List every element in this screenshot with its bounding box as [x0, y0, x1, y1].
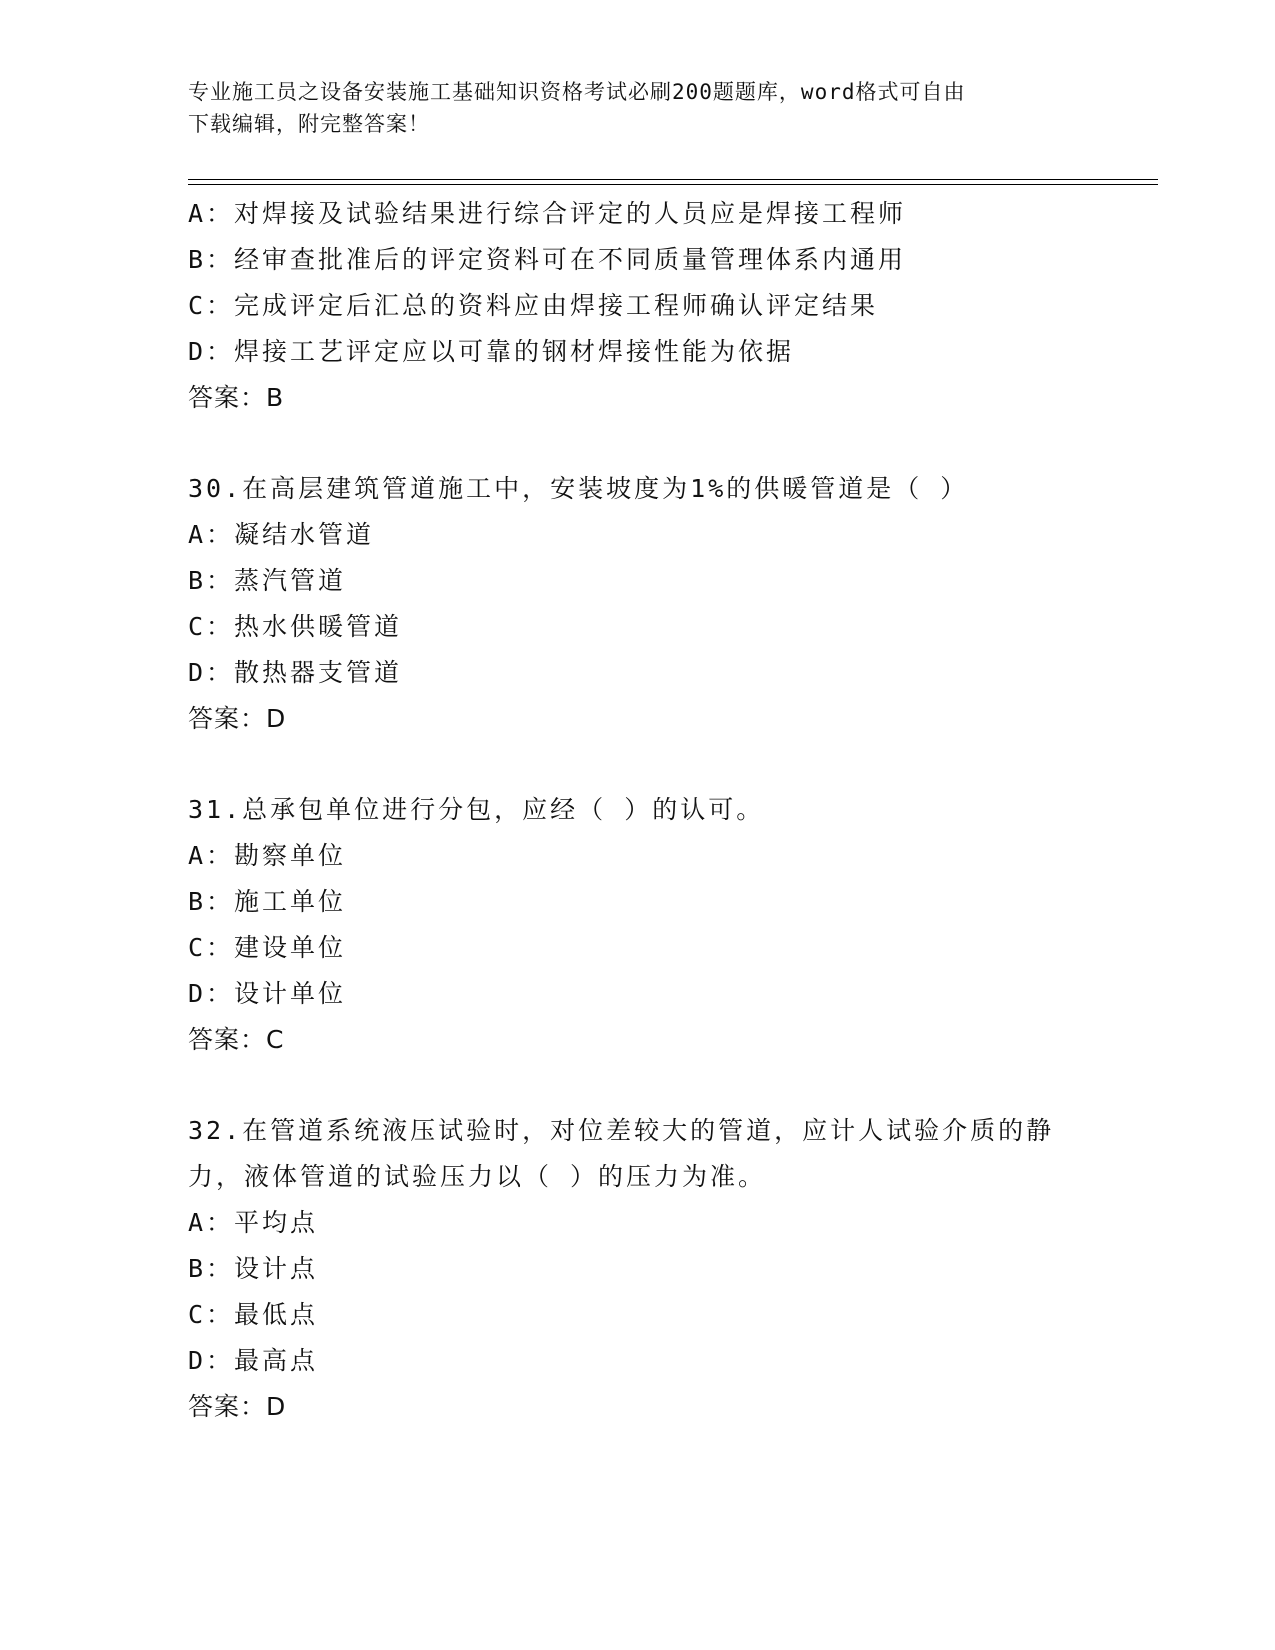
option-b: B：设计点: [188, 1254, 319, 1283]
question-stem: 31.总承包单位进行分包，应经（ ）的认可。: [188, 795, 765, 824]
question-31: [188, 787, 1088, 1063]
question-list: [188, 191, 1088, 1430]
option-a: A：对焊接及试验结果进行综合评定的人员应是焊接工程师: [188, 199, 907, 228]
option-c: C：建设单位: [188, 933, 347, 962]
option-d: D：设计单位: [188, 979, 347, 1008]
option-d: D：焊接工艺评定应以可靠的钢材焊接性能为依据: [188, 337, 795, 366]
option-a: A：平均点: [188, 1208, 319, 1237]
question-32: [188, 1108, 1088, 1430]
option-a: A：勘察单位: [188, 841, 347, 870]
option-c: C：完成评定后汇总的资料应由焊接工程师确认评定结果: [188, 291, 879, 320]
option-c: C：最低点: [188, 1300, 319, 1329]
question-stem-line-2: 力，液体管道的试验压力以（ ）的压力为准。: [188, 1162, 767, 1191]
answer: 答案：B: [188, 383, 285, 412]
option-b: B：蒸汽管道: [188, 566, 347, 595]
header-divider-bottom: [188, 184, 1158, 185]
document-header: [188, 76, 1068, 140]
question-30: [188, 466, 1088, 742]
answer: 答案：D: [188, 704, 287, 733]
option-c: C：热水供暖管道: [188, 612, 403, 641]
option-d: D：最高点: [188, 1346, 319, 1375]
header-title-line-2: 下载编辑，附完整答案！: [188, 112, 430, 136]
option-b: B：经审查批准后的评定资料可在不同质量管理体系内通用: [188, 245, 907, 274]
answer: 答案：C: [188, 1025, 285, 1054]
option-b: B：施工单位: [188, 887, 347, 916]
header-title-line-1: 专业施工员之设备安装施工基础知识资格考试必刷200题题库，word格式可自由: [188, 80, 966, 104]
question-29: [188, 191, 1088, 421]
header-divider-top: [188, 179, 1158, 180]
answer: 答案：D: [188, 1392, 287, 1421]
option-d: D：散热器支管道: [188, 658, 403, 687]
option-a: A：凝结水管道: [188, 520, 375, 549]
question-stem-line-1: 32.在管道系统液压试验时，对位差较大的管道，应计人试验介质的静: [188, 1116, 1055, 1145]
question-stem: 30.在高层建筑管道施工中，安装坡度为1%的供暖管道是（ ）: [188, 474, 969, 503]
